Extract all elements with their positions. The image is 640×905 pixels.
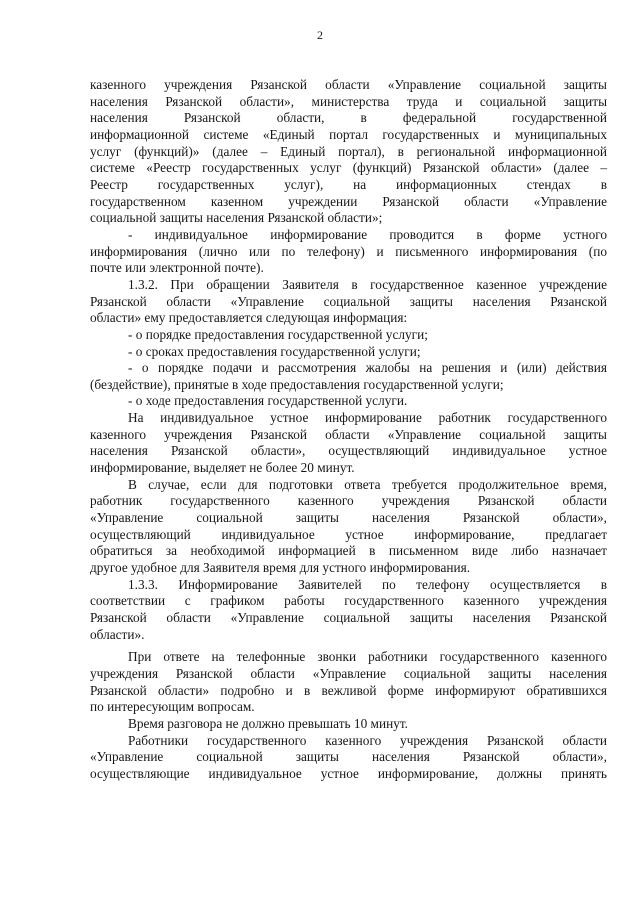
text-line: системе «Реестр государственных услуг (функций) Рязанской области» (далее – bbox=[90, 160, 607, 176]
text-line: «Управление социальной защиты населения Рязанской области», bbox=[90, 510, 607, 526]
document-body bbox=[90, 77, 607, 783]
text-line: по интересующим вопросам. bbox=[90, 699, 255, 715]
text-line: Рязанской области «Управление социальной защиты населения Рязанской bbox=[90, 293, 607, 309]
text-line: - индивидуальное информирование проводится в форме устного bbox=[128, 226, 607, 242]
text-line: информирования (лично или по телефону) и письменного информирования (по bbox=[90, 243, 607, 259]
text-line: осуществляющие индивидуальное устное информирование, должны принять bbox=[90, 765, 607, 781]
text-line: (бездействие), принятые в ходе предоставления государственной услуги; bbox=[90, 376, 504, 392]
text-line: На индивидуальное устное информирование работник государственного bbox=[128, 410, 607, 426]
text-line: информационной системе «Единый портал государственных и муниципальных bbox=[90, 126, 607, 142]
text-line: области» ему предоставляется следующая информация: bbox=[90, 310, 408, 326]
text-line: - о ходе предоставления государственной услуги. bbox=[128, 393, 408, 409]
text-line: услуг (функций)» (далее – Единый портал), в региональной информационной bbox=[90, 143, 607, 159]
text-line: Работники государственного казенного учреждения Рязанской области bbox=[128, 732, 607, 748]
text-line: государственном казенном учреждении Рязанской области «Управление bbox=[90, 193, 607, 209]
text-line: Рязанской области» подробно и в вежливой форме информируют обратившихся bbox=[90, 682, 607, 698]
text-line: области». bbox=[90, 626, 145, 642]
page-number: 2 bbox=[317, 28, 323, 42]
text-line: Время разговора не должно превышать 10 минут. bbox=[128, 715, 408, 731]
text-line: социальной защиты населения Рязанской области»; bbox=[90, 210, 383, 226]
text-line: Реестр государственных услуг), на информационных стендах в bbox=[90, 176, 607, 192]
text-line: Рязанской области «Управление социальной защиты населения Рязанской bbox=[90, 610, 607, 625]
text-line: соответствии с графиком работы государственного казенного учреждения bbox=[90, 593, 607, 609]
text-line: В случае, если для подготовки ответа требуется продолжительное время, bbox=[128, 476, 607, 492]
text-line: - о порядке предоставления государственной услуги; bbox=[128, 326, 428, 342]
text-line: населения Рязанской области», осуществляющий индивидуальное устное bbox=[90, 443, 607, 459]
text-line: - о порядке подачи и рассмотрения жалобы на решения и (или) действия bbox=[128, 360, 607, 376]
text-line: населения Рязанской области, в федеральной государственной bbox=[90, 110, 607, 126]
text-line: 1.3.3. Информирование Заявителей по телефону осуществляется в bbox=[128, 576, 607, 592]
text-line: другое удобное для Заявителя время для устного информирования. bbox=[90, 560, 471, 576]
text-line: информирование, выделяет не более 20 минут. bbox=[90, 460, 355, 476]
text-line: учреждения Рязанской области «Управление социальной защиты населения bbox=[90, 665, 607, 681]
text-line: населения Рязанской области», министерства труда и социальной защиты bbox=[90, 93, 607, 109]
text-line: обратиться за необходимой информацией в письменном виде либо назначает bbox=[90, 543, 607, 559]
text-line: работник государственного казенного учреждения Рязанской области bbox=[90, 493, 607, 509]
text-line: казенного учреждения Рязанской области «Управление социальной защиты bbox=[90, 426, 607, 442]
text-line: почте или электронной почте). bbox=[90, 260, 264, 276]
text-line: При ответе на телефонные звонки работники государственного казенного bbox=[128, 649, 607, 665]
text-line: 1.3.2. При обращении Заявителя в государственное казенное учреждение bbox=[128, 276, 607, 292]
text-line: осуществляющий индивидуальное устное информирование, предлагает bbox=[90, 526, 607, 542]
text-line: казенного учреждения Рязанской области «Управление социальной защиты bbox=[90, 77, 607, 92]
text-line: - о сроках предоставления государственной услуги; bbox=[128, 343, 421, 359]
text-line: «Управление социальной защиты населения Рязанской области», bbox=[90, 749, 607, 765]
